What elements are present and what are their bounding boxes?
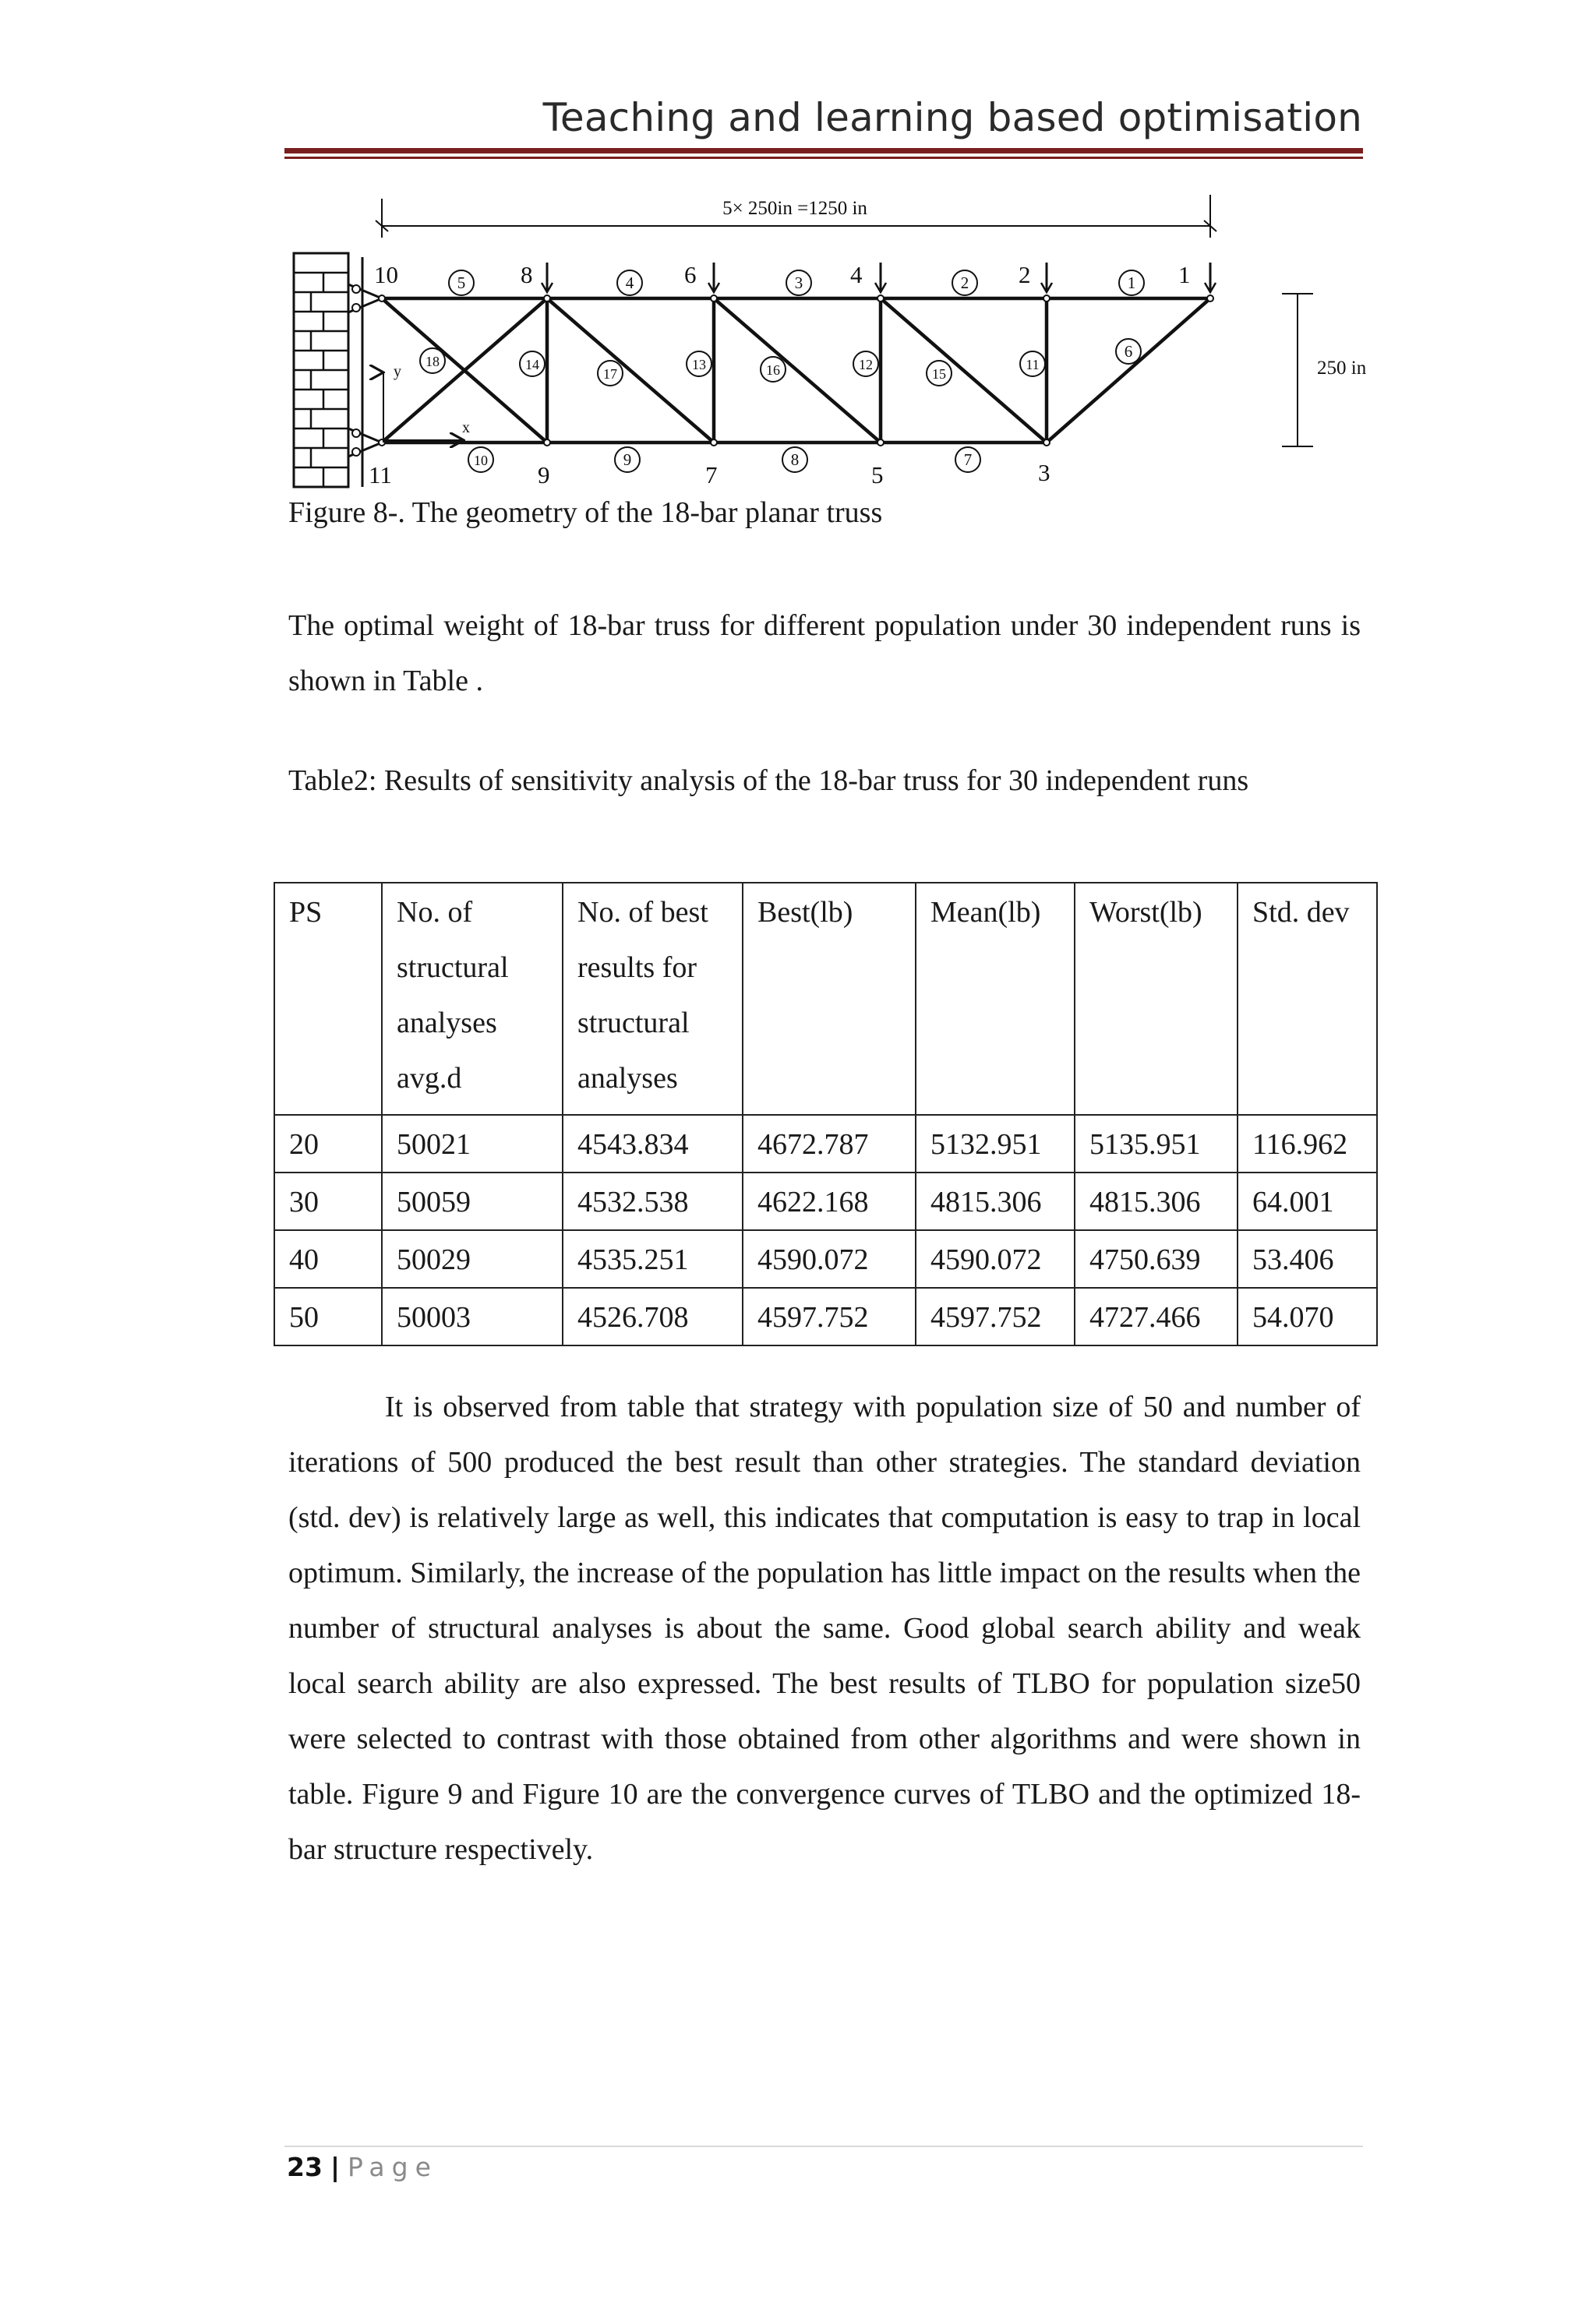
header-mean xyxy=(916,883,1075,1115)
header-line: avg.d xyxy=(397,1062,462,1095)
header-line: structural xyxy=(577,1007,690,1039)
table-cell: 4672.787 xyxy=(743,1115,916,1173)
table-cell: 4727.466 xyxy=(1075,1288,1238,1345)
table-cell: 4535.251 xyxy=(563,1230,743,1288)
node-label-8: 8 xyxy=(521,261,533,288)
node-label-5: 5 xyxy=(871,461,884,488)
header-line: No. of best xyxy=(577,896,708,929)
member-label-6: 6 xyxy=(1124,342,1133,361)
table-cell: 4597.752 xyxy=(916,1288,1075,1345)
joint-icon xyxy=(1043,439,1050,446)
table-cell: 4590.072 xyxy=(743,1230,916,1288)
table-row xyxy=(274,1173,1377,1230)
truss-figure xyxy=(284,191,1391,499)
table-cell: 50059 xyxy=(382,1173,563,1230)
table-cell: 4597.752 xyxy=(743,1288,916,1345)
joint-icon xyxy=(544,295,550,302)
header-ps xyxy=(274,883,382,1115)
joint-icon xyxy=(1207,295,1213,302)
header-worst xyxy=(1075,883,1238,1115)
header-line: PS xyxy=(289,896,323,929)
page-word: Page xyxy=(348,2152,438,2182)
wall-support xyxy=(294,253,382,487)
table-row xyxy=(274,1230,1377,1288)
pin-icon xyxy=(352,304,360,312)
member-label-7: 7 xyxy=(963,450,973,469)
node-label-9: 9 xyxy=(538,461,550,488)
table-header-row xyxy=(274,883,1377,1115)
member-label-17: 17 xyxy=(603,366,617,382)
table-cell: 20 xyxy=(274,1115,382,1173)
header-line: analyses xyxy=(577,1062,678,1095)
header-line: Best(lb) xyxy=(757,896,853,929)
intro-paragraph: The optimal weight of 18-bar truss for different population under 30 independent runs is shown in Table . xyxy=(288,609,1361,697)
header-line: Worst(lb) xyxy=(1089,896,1202,929)
node-label-7: 7 xyxy=(705,461,718,488)
member-label-18: 18 xyxy=(425,354,440,369)
joint-icon xyxy=(379,295,385,302)
truss-labels xyxy=(369,261,1191,488)
axis-x-label: x xyxy=(462,419,470,436)
table-cell: 50003 xyxy=(382,1288,563,1345)
table-caption: Table2: Results of sensitivity analysis of the 18-bar truss for 30 independent runs xyxy=(288,764,1249,797)
table-row xyxy=(274,1288,1377,1345)
table-cell: 40 xyxy=(274,1230,382,1288)
axis-y-label: y xyxy=(394,363,401,380)
height-label: 250 in xyxy=(1317,358,1367,379)
table-cell: 4590.072 xyxy=(916,1230,1075,1288)
table-cell: 4750.639 xyxy=(1075,1230,1238,1288)
header-line: Mean(lb) xyxy=(930,896,1041,929)
header-rule xyxy=(284,148,1363,153)
table-row xyxy=(274,1115,1377,1173)
table-cell: 4815.306 xyxy=(916,1173,1075,1230)
truss-members xyxy=(379,295,1213,446)
joint-icon xyxy=(711,439,717,446)
node-label-2: 2 xyxy=(1019,261,1031,288)
table-cell: 4543.834 xyxy=(563,1115,743,1173)
member-label-14: 14 xyxy=(525,357,539,372)
joint-icon xyxy=(877,295,884,302)
joint-icon xyxy=(544,439,550,446)
node-label-1: 1 xyxy=(1178,261,1191,288)
table-cell: 5135.951 xyxy=(1075,1115,1238,1173)
footer-rule xyxy=(284,2146,1363,2147)
table-cell: 4622.168 xyxy=(743,1173,916,1230)
page-number: 23 xyxy=(287,2152,323,2182)
member-label-5: 5 xyxy=(457,273,466,292)
member-label-16: 16 xyxy=(766,362,780,378)
header-best-results xyxy=(563,883,743,1115)
header-best xyxy=(743,883,916,1115)
joint-icon xyxy=(1043,295,1050,302)
member-label-3: 3 xyxy=(794,273,803,292)
member-label-11: 11 xyxy=(1026,357,1040,372)
pin-icon xyxy=(352,448,360,456)
pin-icon xyxy=(352,285,360,293)
member-label-4: 4 xyxy=(625,273,634,292)
table-cell: 5132.951 xyxy=(916,1115,1075,1173)
table-cell: 116.962 xyxy=(1238,1115,1377,1173)
table-cell: 53.406 xyxy=(1238,1230,1377,1288)
member-label-15: 15 xyxy=(932,366,946,382)
table-cell: 4815.306 xyxy=(1075,1173,1238,1230)
header-line: analyses xyxy=(397,1007,497,1039)
table-cell: 50 xyxy=(274,1288,382,1345)
header-line: structural xyxy=(397,951,509,984)
header-line: Std. dev xyxy=(1252,896,1350,929)
load-arrows xyxy=(542,263,1216,292)
node-label-11: 11 xyxy=(369,461,392,488)
node-label-6: 6 xyxy=(684,261,697,288)
header-structural-analyses xyxy=(382,883,563,1115)
member-label-2: 2 xyxy=(960,273,969,292)
joint-icon xyxy=(877,439,884,446)
pin-icon xyxy=(352,429,360,437)
member-label-13: 13 xyxy=(692,357,706,372)
table-cell: 30 xyxy=(274,1173,382,1230)
member-label-12: 12 xyxy=(859,357,873,372)
footer-separator: | xyxy=(330,2152,340,2182)
joint-icon xyxy=(711,295,717,302)
header-std-dev xyxy=(1238,883,1377,1115)
running-header-title: Teaching and learning based optimisation xyxy=(542,95,1362,140)
table-cell: 4532.538 xyxy=(563,1173,743,1230)
header-line: results for xyxy=(577,951,697,984)
table-cell: 54.070 xyxy=(1238,1288,1377,1345)
member-label-9: 9 xyxy=(623,450,632,469)
page-footer xyxy=(287,2152,438,2182)
truss-member xyxy=(1047,298,1210,443)
header-rule-thin xyxy=(284,157,1363,159)
member-label-1: 1 xyxy=(1127,273,1136,292)
span-label: 5× 250in =1250 in xyxy=(722,198,867,219)
node-label-4: 4 xyxy=(850,261,863,288)
figure-caption: Figure 8-. The geometry of the 18-bar planar truss xyxy=(288,496,883,529)
table-cell: 64.001 xyxy=(1238,1173,1377,1230)
member-label-8: 8 xyxy=(790,450,800,469)
results-table xyxy=(274,882,1378,1346)
node-label-3: 3 xyxy=(1038,459,1050,486)
discussion-paragraph: It is observed from table that strategy with population size of 50 and number of iterations of 500 produced the best result than other strategies. The standard deviation (std. dev) is relatively large as well, this indicates that computation is easy to trap in local optimum. Similarly, the increase of the population has little impact on the results when the number of structural analyses is about the same. Good global search ability and weak local search ability are also expressed. The best results of TLBO for population size50 were selected to contrast with those obtained from other algorithms and were shown in table. Figure 9 and Figure 10 are the convergence curves of TLBO and the optimized 18-bar structure respectively. xyxy=(288,1391,1361,1866)
node-label-10: 10 xyxy=(374,261,398,288)
table-cell: 4526.708 xyxy=(563,1288,743,1345)
member-label-10: 10 xyxy=(474,453,488,468)
header-line: No. of xyxy=(397,896,473,929)
table-cell: 50021 xyxy=(382,1115,563,1173)
table-cell: 50029 xyxy=(382,1230,563,1288)
